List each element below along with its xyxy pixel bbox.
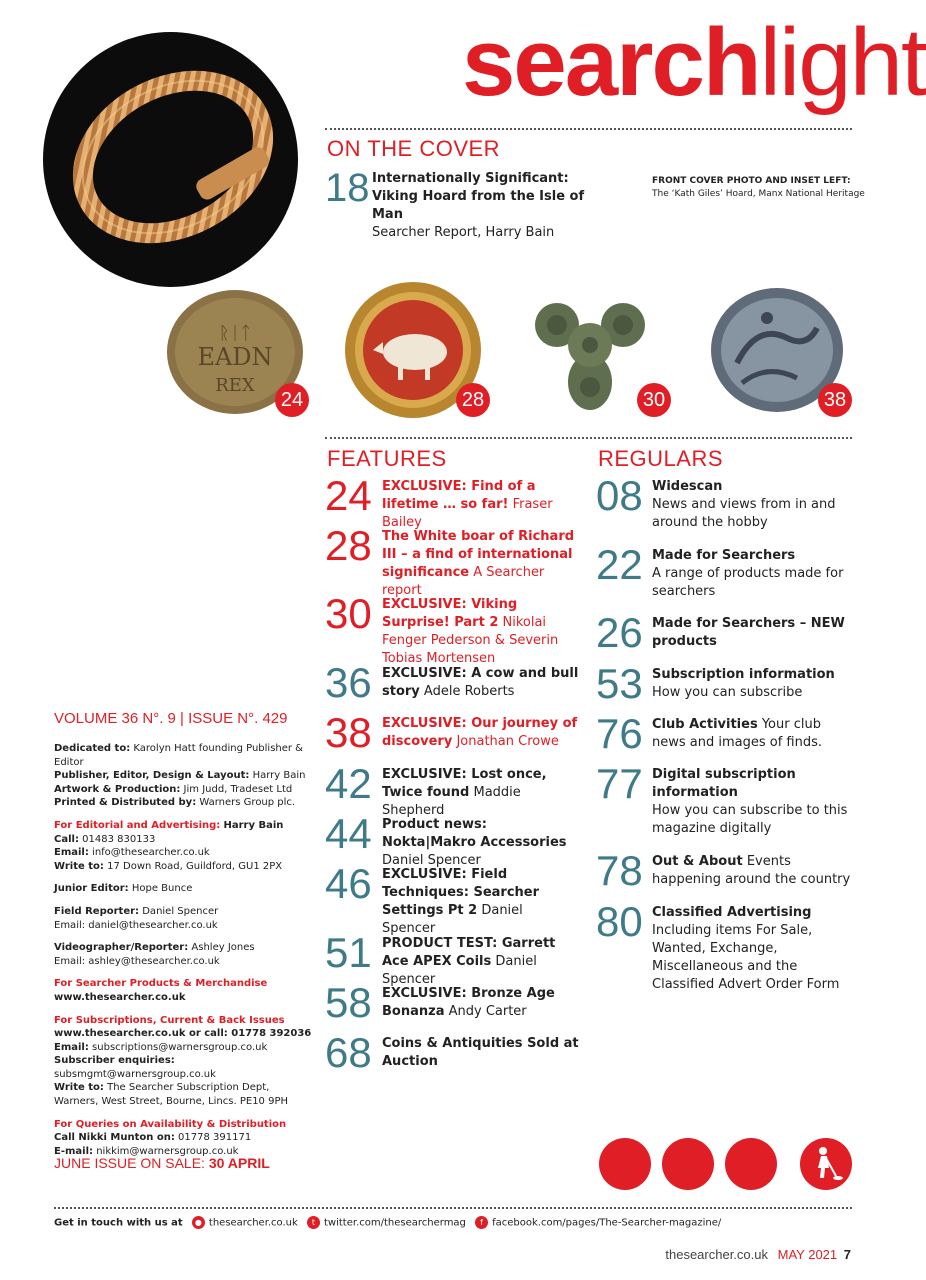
regular-page-number: 08 — [596, 472, 643, 519]
feature-page-number: 24 — [325, 472, 372, 519]
feature-page-number: 28 — [325, 522, 372, 569]
feature-byline: Nikolai Fenger Pederson & Severin Tobias Mortensen — [382, 615, 559, 666]
divider-footer — [54, 1207, 852, 1209]
cover-story-byline: Searcher Report, Harry Bain — [372, 225, 555, 240]
regular-page-number: 80 — [596, 898, 643, 945]
staff-credits: Dedicated to: Karolyn Hatt founding Publisher & Editor Publisher, Editor, Design & Layout: Harry Bain Artwork & Production: Jim Judd, Tradeset Ltd Printed & Distributed by: Warners Group plc. For Editorial and Advertising: Harry Bain Call: 01483 830133 Email: info@thesearcher.co.uk Write to: 17 Down Road, Guildford, GU1 2PX Junior Editor: Hope Bunce Field Reporter: Daniel Spencer Email: daniel@thesearcher.co.uk Videographer/Reporter: Ashley Jones Email: ashley@thesearcher.co.uk For Searcher Products & Merchandise www.thesearcher.co.uk For Subscriptions, Current & Back Issues www.thesearcher.co.uk or call: 01778 392036 Email: subscriptions@warnersgroup.co.uk Subscriber enquiries: subsmgmt@warnersgroup.co.uk Write to: The Searcher Subscription Dept, Warners, West Street, Bourne, Lincs. PE10 9PH For Queries on Availability & Distribution Call Nikki Munton on: 01778 391171 E-mail: nikkim@warnersgroup.co.uk — [54, 743, 312, 1157]
feature-page-number: 30 — [325, 590, 372, 637]
thumb-badge: 28 — [456, 383, 490, 417]
website-link[interactable]: thesearcher.co.uk — [208, 1217, 298, 1229]
feature-title: EXCLUSIVE: Bronze Age Bonanza — [382, 986, 555, 1019]
feature-page-number: 51 — [325, 929, 372, 976]
svg-text:EADN: EADN — [197, 343, 273, 371]
feature-byline: Fraser Bailey — [382, 497, 553, 530]
regular-page-number: 76 — [596, 710, 643, 757]
feature-title: The White boar of Richard III – a find of international significance — [382, 529, 575, 580]
feature-title: EXCLUSIVE: Our journey of discovery — [382, 716, 578, 749]
regular-description: Your club news and images of finds. — [652, 717, 823, 750]
feature-page-number: 44 — [325, 810, 372, 857]
website-icon: ● — [192, 1216, 205, 1229]
regular-title: Classified Advertising — [652, 905, 812, 920]
cover-ring-photo — [43, 32, 298, 287]
regular-title: Made for Searchers — [652, 548, 796, 563]
regular-description: News and views from in and around the hobby — [652, 497, 836, 530]
divider-mid — [325, 437, 852, 439]
feature-title: PRODUCT TEST: Garrett Ace APEX Coils — [382, 936, 556, 969]
feature-title: Product news: Nokta|Makro Accessories — [382, 817, 567, 850]
feature-title: EXCLUSIVE: Viking Surprise! Part 2 — [382, 597, 518, 630]
feature-byline: Daniel Spencer — [382, 853, 481, 868]
feature-byline: Jonathan Crowe — [456, 734, 559, 749]
trefoil-brooch-thumbnail — [535, 297, 645, 412]
regular-title: Widescan — [652, 479, 723, 494]
feature-title: EXCLUSIVE: Find of a lifetime … so far! — [382, 479, 536, 512]
thumb-badge: 30 — [637, 383, 671, 417]
regular-description: How you can subscribe — [652, 685, 803, 700]
feature-byline: Daniel Spencer — [382, 903, 523, 936]
regular-description: A range of products made for searchers — [652, 566, 844, 599]
cover-story-number: 18 — [325, 166, 370, 210]
svg-text:REX: REX — [215, 375, 255, 396]
cover-story-title: Internationally Significant: Viking Hoard from the Isle of Man — [372, 171, 585, 222]
feature-byline: A Searcher report — [382, 565, 545, 598]
regular-page-number: 78 — [596, 847, 643, 894]
facebook-icon: f — [475, 1216, 488, 1229]
regular-title: Club Activities — [652, 717, 758, 732]
feature-byline: Maddie Shepherd — [382, 785, 521, 818]
volume-issue-line: VOLUME 36 N°. 9 | ISSUE N°. 429 — [54, 710, 288, 727]
regular-description: How you can subscribe to this magazine digitally — [652, 803, 848, 836]
regular-description: Including items For Sale, Wanted, Exchange, Miscellaneous and the Classified Advert Order Form — [652, 923, 840, 992]
detectorist-logo-icon — [800, 1138, 852, 1190]
feature-title: Coins & Antiquities Sold at Auction — [382, 1036, 579, 1069]
facebook-link[interactable]: facebook.com/pages/The-Searcher-magazine/ — [492, 1217, 722, 1229]
regular-page-number: 77 — [596, 760, 643, 807]
regular-title: Subscription information — [652, 667, 835, 682]
regular-title: Out & About — [652, 854, 743, 869]
feature-page-number: 36 — [325, 659, 372, 706]
regular-page-number: 22 — [596, 541, 643, 588]
feature-page-number: 58 — [325, 979, 372, 1026]
regular-title: Digital subscription information — [652, 767, 796, 800]
regular-page-number: 26 — [596, 609, 643, 656]
feature-byline: Andy Carter — [448, 1004, 527, 1019]
regulars-heading: REGULARS — [598, 446, 724, 471]
next-issue-on-sale: JUNE ISSUE ON SALE: 30 APRIL — [54, 1155, 270, 1171]
feature-page-number: 68 — [325, 1029, 372, 1076]
feature-byline: Adele Roberts — [423, 684, 515, 699]
feature-byline: Daniel Spencer — [382, 954, 537, 987]
feature-page-number: 38 — [325, 709, 372, 756]
page-folio: thesearcher.co.uk MAY 2021 7 — [665, 1247, 851, 1262]
thumb-badge: 38 — [818, 383, 852, 417]
twitter-link[interactable]: twitter.com/thesearchermag — [324, 1217, 466, 1229]
divider-top — [325, 128, 852, 130]
feature-page-number: 42 — [325, 760, 372, 807]
footer-contacts: Get in touch with us at ● thesearcher.co.uk t twitter.com/thesearchermag f facebook.com/pages/The-Searcher-magazine/ — [54, 1217, 722, 1229]
regular-description: Events happening around the country — [652, 854, 851, 887]
feature-title: EXCLUSIVE: Field Techniques: Searcher Settings Pt 2 — [382, 867, 540, 918]
photo-credit-label: FRONT COVER PHOTO AND INSET LEFT: — [652, 176, 851, 186]
masthead-logo: searchlight — [462, 9, 926, 116]
decorative-dot — [599, 1138, 651, 1190]
feature-title: EXCLUSIVE: Lost once, Twice found — [382, 767, 547, 800]
twitter-icon: t — [307, 1216, 320, 1229]
feature-page-number: 46 — [325, 860, 372, 907]
regular-title: Made for Searchers – NEW products — [652, 616, 845, 649]
regular-page-number: 53 — [596, 660, 643, 707]
thumb-badge: 24 — [275, 383, 309, 417]
features-heading: FEATURES — [327, 446, 447, 471]
on-the-cover-heading: ON THE COVER — [327, 136, 501, 161]
photo-credit-text: The ‘Kath Giles’ Hoard, Manx National Heritage — [652, 189, 865, 199]
feature-title: EXCLUSIVE: A cow and bull story — [382, 666, 579, 699]
svg-text:ᚱᛁᛏ: ᚱᛁᛏ — [218, 323, 252, 344]
decorative-dot — [662, 1138, 714, 1190]
decorative-dot — [725, 1138, 777, 1190]
